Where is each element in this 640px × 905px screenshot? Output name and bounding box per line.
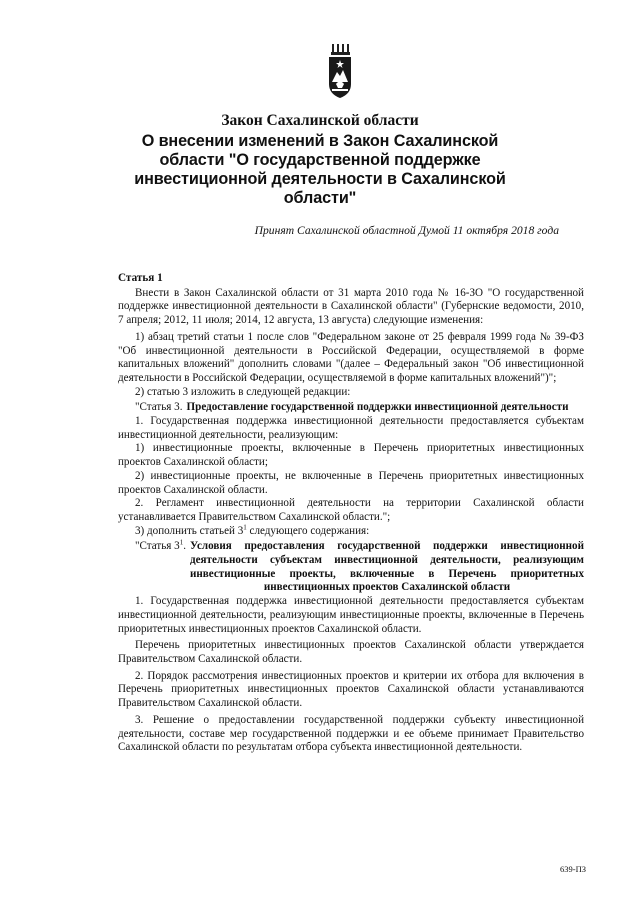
paragraph: 1. Государственная поддержка инвестиционной деятельности предоставляется субъектам инвестиционной деятельности, реализующим инвестиционные проекты, включенные в Перечень приоритетных инвестиционных проектов Сахалинской области.	[118, 595, 584, 635]
paragraph: 1) инвестиционные проекты, включенные в Перечень приоритетных инвестиционных проектов Сахалинской области;	[118, 442, 584, 469]
article-3-1-heading	[118, 540, 584, 595]
law-subtitle-line: области "О государственной поддержке	[159, 151, 481, 169]
paragraph: Перечень приоритетных инвестиционных проектов Сахалинской области утверждается Правительством Сахалинской области.	[118, 639, 584, 665]
paragraph: Внести в Закон Сахалинской области от 31 марта 2010 года № 16-ЗО "О государственной поддержке инвестиционной деятельности в Сахалинской области" (Губернские ведомости, 2010, 7 апреля; 2012, 11 июля; 2014, 12 августа, 13 августа) следующие изменения:	[118, 286, 584, 327]
paragraph: 2. Регламент инвестиционной деятельности на территории Сахалинской области устанавливается Правительством Сахалинской области.";	[118, 497, 584, 523]
sakhalin-coat-of-arms-icon	[328, 44, 352, 98]
paragraph: 2) статью 3 изложить в следующей редакции:	[135, 385, 351, 398]
paragraph: 2) инвестиционные проекты, не включенные в Перечень приоритетных инвестиционных проектов Сахалинской области.	[118, 469, 584, 496]
law-subtitle-line: О внесении изменений в Закон Сахалинской	[141, 132, 499, 150]
paragraph	[118, 522, 584, 539]
document-body	[118, 272, 584, 755]
article-heading: Статья 1	[118, 272, 163, 284]
text-span: .	[183, 540, 187, 553]
document-code: 639-ПЗ	[560, 864, 586, 874]
law-title: Закон Сахалинской области	[221, 112, 419, 129]
article-3-heading	[118, 401, 584, 415]
paragraph: 3. Решение о предоставлении государственной поддержки субъекту инвестиционной деятельности, составе мер государственной поддержки и ее объеме принимает Правительство Сахалинской области по результатам отбора субъекта инвестиционной деятельности.	[118, 713, 584, 754]
paragraph: 1. Государственная поддержка инвестиционной деятельности предоставляется субъектам инвестиционной деятельности, реализующим:	[118, 415, 584, 441]
law-subtitle	[0, 132, 640, 208]
article-title: Условия предоставления государственной поддержки инвестиционной деятельности субъектам инвестиционной деятельности, реализующим инвестиционные проекты, включенные в Перечень приоритетных инвестиционных проектов Сахалинской области	[190, 540, 584, 594]
law-subtitle-line: инвестиционной деятельности в Сахалинской	[134, 170, 506, 188]
superscript: 1	[179, 538, 184, 547]
superscript: 1	[243, 522, 247, 531]
paragraph: 1) абзац третий статьи 1 после слов "Федеральном законе от 25 февраля 1999 года № 39-ФЗ "Об инвестиционной деятельности в Российской Федерации, осуществляемой в форме капитальных вложений" дополнить словами "(далее – Федеральный закон "Об инвестиционной деятельности в Российской Федерации, осуществляемой в форме капитальных вложений")";	[118, 330, 584, 384]
text-span: следующего содержания:	[246, 524, 370, 537]
article-title: Предоставление государственной поддержки инвестиционной деятельности	[186, 401, 569, 414]
adoption-note: Принят Сахалинской областной Думой 11 октября 2018 года	[254, 224, 559, 237]
article-label	[118, 540, 190, 595]
paragraph: 2. Порядок рассмотрения инвестиционных проектов и критерии их отбора для включения в Перечень приоритетных инвестиционных проектов Сахалинской области устанавливаются Правительством Сахалинской области.	[118, 669, 584, 710]
text-span: 3) дополнить статьей 3	[135, 524, 244, 537]
text-span: "Статья 3	[135, 540, 180, 553]
article-label: "Статья 3.	[135, 401, 183, 414]
law-subtitle-line: области"	[283, 189, 357, 207]
